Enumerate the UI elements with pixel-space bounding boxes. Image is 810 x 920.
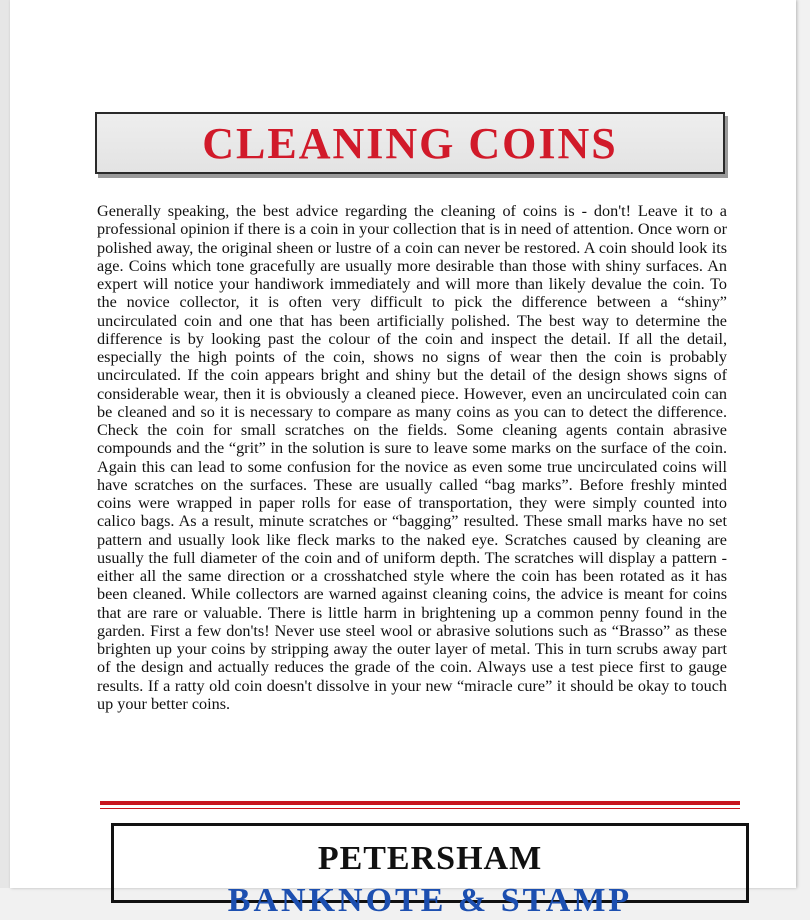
ad-heading: PETERSHAM xyxy=(317,840,543,877)
page-edge xyxy=(0,0,10,888)
page-title: CLEANING COINS xyxy=(202,118,618,168)
advertisement-box xyxy=(111,823,749,919)
red-divider-thin xyxy=(100,808,740,809)
ad-subheading: BANKNOTE & STAMP xyxy=(227,882,633,919)
red-divider xyxy=(100,801,740,805)
title-banner xyxy=(95,112,725,174)
article-body: Generally speaking, the best advice regarding the cleaning of coins is - don't! Leave it to a professional opinion if there is a coin in your collection that is in need of attention. Once worn or polished away, the original sheen or lustre of a coin can never be restored. A coin should look its age. Coins which tone gracefully are usually more desirable than those with shiny surfaces. An expert will notice your handiwork immediately and will more than likely devalue the coin. To the novice collector, it is often very difficult to pick the difference between a “shiny” uncirculated coin and one that has been artificially polished. The best way to determine the difference is by looking past the colour of the coin and inspect the detail. If all the detail, especially the high points of the coin, shows no signs of wear then the coin is probably uncirculated. If the coin appears bright and shiny but the detail of the design shows signs of considerable wear, then it is obviously a cleaned piece. However, even an uncirculated coin can be cleaned and so it is necessary to compare as many coins as you can to detect the difference. Check the coin for small scratches on the fields. Some cleaning agents contain abrasive compounds and the “grit” in the solution is sure to leave some marks on the surface of the coin. Again this can lead to some confusion for the novice as even some true uncirculated coins will have scratches on the surfaces. These are usually called “bag marks”. Before freshly minted coins were wrapped in paper rolls for ease of transportation, they were simply counted into calico bags. As a result, minute scratches or “bagging” resulted. These small marks have no set pattern and usually look like fleck marks to the naked eye. Scratches caused by cleaning are usually the full diameter of the coin and of uniform depth. The scratches will display a pattern - either all the same direction or a crosshatched style where the coin has been rotated as it has been cleaned. While collectors are warned against cleaning coins, the advice is meant for coins that are rare or valuable. There is little harm in brightening up a common penny found in the garden. First a few don'ts! Never use steel wool or abrasive solutions such as “Brasso” as these brighten up your coins by stripping away the outer layer of metal. This in turn scrubs away part of the design and actually reduces the grade of the coin. Always use a test piece first to gauge results. If a ratty old coin doesn't dissolve in your new “miracle cure” it should be okay to touch up your better coins. xyxy=(97,202,727,713)
